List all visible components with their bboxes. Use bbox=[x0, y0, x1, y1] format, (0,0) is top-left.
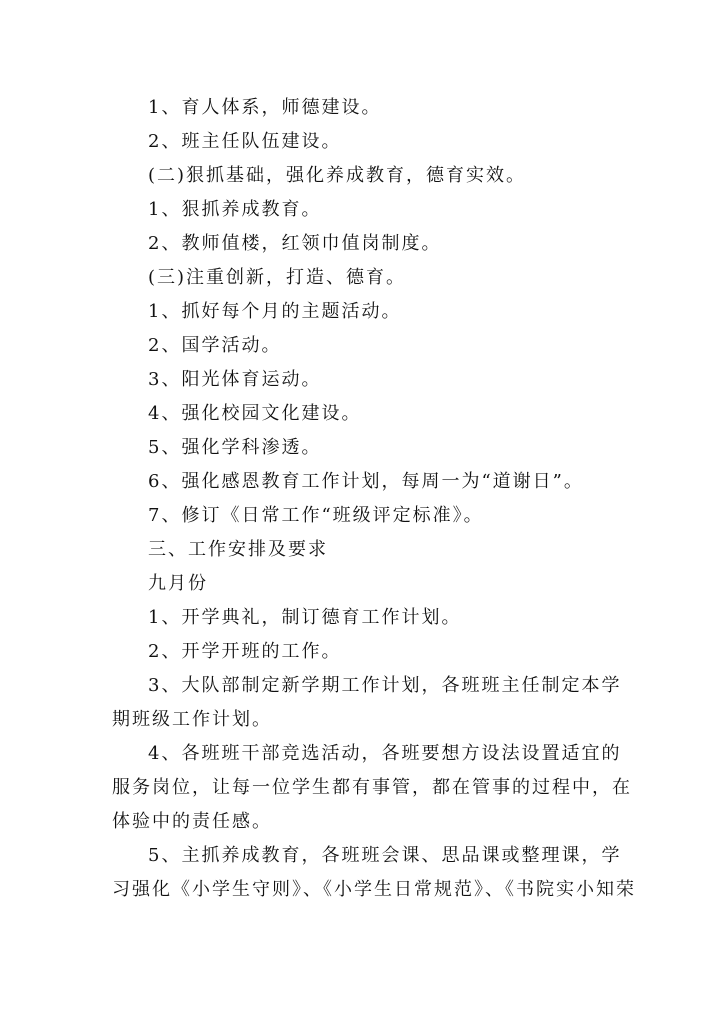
item-line: 6、强化感恩教育工作计划，每周一为“道谢日”。 bbox=[148, 471, 584, 492]
paragraph-line: 3、大队部制定新学期工作计划，各班班主任制定本学 bbox=[148, 675, 622, 696]
item-line: 1、抓好每个月的主题活动。 bbox=[148, 301, 402, 322]
item-line: 2、班主任队伍建设。 bbox=[148, 131, 342, 152]
paragraph-line: 服务岗位，让每一位学生都有事管，都在管事的过程中，在 bbox=[112, 777, 632, 798]
paragraph-line: 期班级工作计划。 bbox=[112, 709, 272, 730]
paragraph-line: 5、主抓养成教育，各班班会课、思品课或整理课，学 bbox=[148, 845, 622, 866]
item-line: 1、开学典礼，制订德育工作计划。 bbox=[148, 607, 462, 628]
item-line: 5、强化学科渗透。 bbox=[148, 437, 322, 458]
section-heading: 三、工作安排及要求 bbox=[148, 539, 328, 560]
item-line: 2、开学开班的工作。 bbox=[148, 641, 342, 662]
paragraph-line: 体验中的责任感。 bbox=[112, 811, 272, 832]
paragraph-line: 习强化《小学生守则》、《小学生日常规范》、《书院实小知荣 bbox=[112, 879, 636, 900]
item-line: 3、阳光体育运动。 bbox=[148, 369, 322, 390]
section-heading: (三)注重创新，打造、德育。 bbox=[148, 267, 407, 288]
item-line: 1、狠抓养成教育。 bbox=[148, 199, 322, 220]
item-line: 1、育人体系，师德建设。 bbox=[148, 97, 382, 118]
item-line: 2、国学活动。 bbox=[148, 335, 282, 356]
item-line: 4、强化校园文化建设。 bbox=[148, 403, 362, 424]
section-heading: (二)狠抓基础，强化养成教育，德育实效。 bbox=[148, 165, 527, 186]
month-heading: 九月份 bbox=[148, 573, 208, 594]
item-line: 7、修订《日常工作“班级评定标准》。 bbox=[148, 505, 484, 526]
paragraph-line: 4、各班班干部竞选活动，各班要想方设法设置适宜的 bbox=[148, 743, 622, 764]
item-line: 2、教师值楼，红领巾值岗制度。 bbox=[148, 233, 442, 254]
